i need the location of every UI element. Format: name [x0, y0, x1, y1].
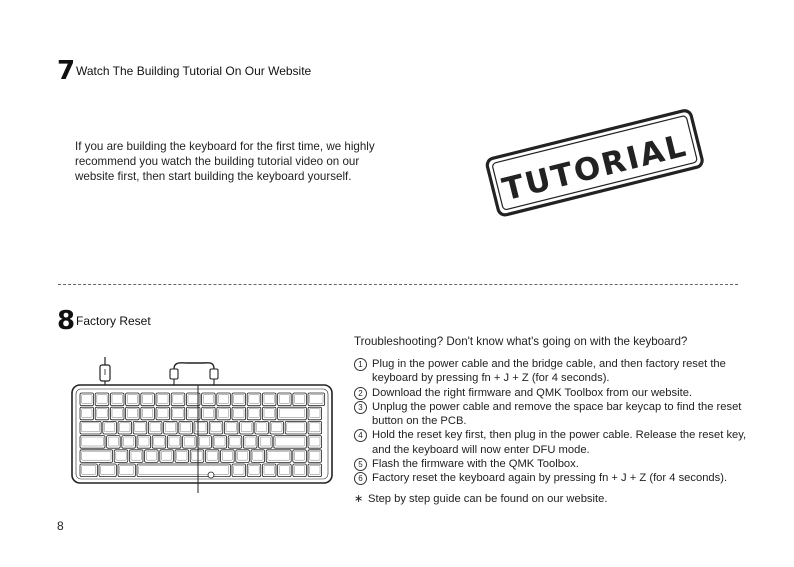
- keycap: [308, 421, 322, 434]
- keycap: [213, 436, 227, 449]
- tutorial-stamp: [482, 104, 707, 222]
- note-text: Step by step guide can be found on our website.: [368, 493, 608, 505]
- reset-button-icon: [208, 472, 214, 478]
- keycap: [194, 421, 208, 434]
- bridge-cable-icon: [170, 363, 218, 385]
- keycap: [141, 393, 155, 406]
- keycap: [145, 450, 159, 463]
- step-text: Hold the reset key first, then plug in the power cable. Release the reset key, and the keyboard will now enter DFU mode.: [372, 429, 747, 456]
- keycap: [118, 464, 135, 477]
- keycap: [122, 436, 136, 449]
- keycap: [99, 464, 116, 477]
- keycap: [308, 450, 322, 463]
- keycap: [110, 393, 124, 406]
- keycap: [202, 407, 216, 420]
- keycap: [80, 393, 94, 406]
- keycap: [80, 450, 113, 463]
- keycap: [160, 450, 174, 463]
- step-number-circle: 4: [354, 429, 367, 442]
- keycap: [80, 436, 105, 449]
- paragraph-line: If you are building the keyboard for the first time, we highly: [75, 140, 375, 153]
- keycap: [278, 393, 292, 406]
- paragraph-line: recommend you watch the building tutorial video on our: [75, 155, 360, 169]
- keycap: [141, 407, 155, 420]
- step-text: Plug in the power cable and the bridge cable, and then factory reset the keyboard by pressing fn + J + Z (for 4 seconds).: [372, 358, 726, 385]
- keycap: [232, 393, 246, 406]
- keycap: [262, 393, 276, 406]
- keycap: [247, 464, 261, 477]
- keycap: [179, 421, 193, 434]
- keycap: [95, 393, 109, 406]
- power-cable-icon: [100, 357, 110, 385]
- keycap: [278, 407, 307, 420]
- keycap: [114, 450, 128, 463]
- keycap: [205, 450, 219, 463]
- keycap: [95, 407, 109, 420]
- step-text: Unplug the power cable and remove the space bar keycap to find the reset button on the PCB.: [372, 400, 742, 428]
- step-text: Flash the firmware with the QMK Toolbox.: [372, 458, 579, 471]
- keycap: [137, 436, 151, 449]
- keycap: [198, 436, 212, 449]
- keycap: [103, 421, 117, 434]
- keycap: [183, 436, 197, 449]
- step-text: Factory reset the keyboard again by pressing fn + J + Z (for 4 seconds).: [372, 472, 728, 485]
- stamp-text: TUTORIAL: [498, 127, 692, 209]
- troubleshooting-text: Troubleshooting? Don't know what's going on with the keyboard?: [354, 335, 688, 348]
- tutorial-paragraph: [75, 139, 375, 185]
- keycap: [202, 393, 216, 406]
- keycap: [107, 436, 121, 449]
- keycap: [308, 436, 322, 449]
- section-7-title: Watch The Building Tutorial On Our Website: [76, 64, 312, 78]
- keycap: [126, 407, 140, 420]
- keycap: [274, 436, 307, 449]
- keycap: [80, 407, 94, 420]
- keycap: [247, 407, 261, 420]
- keycap: [80, 464, 97, 477]
- keycap: [224, 421, 238, 434]
- step-number-circle: 6: [354, 472, 367, 485]
- keycap: [308, 393, 325, 406]
- keycap: [152, 436, 166, 449]
- keycap: [308, 464, 322, 477]
- reset-step: [354, 357, 754, 386]
- step-number-circle: 3: [354, 401, 367, 414]
- paragraph-line: website first, then start building the keyboard yourself.: [75, 170, 352, 184]
- keycap: [236, 450, 250, 463]
- keycap: [221, 450, 235, 463]
- keycap: [266, 450, 291, 463]
- tutorial-stamp-graphic: [482, 104, 707, 222]
- keycap: [262, 407, 276, 420]
- keycap: [110, 407, 124, 420]
- step-number-circle: 5: [354, 458, 367, 471]
- keycap: [285, 421, 306, 434]
- reset-step: [354, 471, 754, 485]
- page-number: 8: [57, 519, 64, 533]
- keycap: [262, 464, 276, 477]
- keycap: [293, 464, 307, 477]
- keycap: [232, 464, 246, 477]
- keycap: [293, 450, 307, 463]
- reset-step: [354, 428, 754, 457]
- keycap: [243, 436, 257, 449]
- keycap: [133, 421, 147, 434]
- keycap: [80, 421, 101, 434]
- keycap: [175, 450, 189, 463]
- keycap: [255, 421, 269, 434]
- keyboard-illustration: [70, 355, 336, 500]
- reset-steps-list: [354, 357, 754, 486]
- reset-step: [354, 457, 754, 471]
- keycap: [232, 407, 246, 420]
- keycap: [137, 464, 230, 477]
- keycap: [259, 436, 273, 449]
- keycap: [278, 464, 292, 477]
- keycap: [156, 407, 170, 420]
- keycap: [148, 421, 162, 434]
- keycap: [126, 393, 140, 406]
- section-8-number: 8: [57, 306, 76, 336]
- keycap: [171, 393, 185, 406]
- keycap: [308, 407, 322, 420]
- asterisk-icon: ∗: [354, 493, 364, 505]
- keycap: [118, 421, 132, 434]
- keycap: [247, 393, 261, 406]
- keycap: [217, 407, 231, 420]
- keycap: [167, 436, 181, 449]
- step-text: Download the right firmware and QMK Toolbox from our website.: [372, 386, 693, 399]
- keycap: [217, 393, 231, 406]
- keycap: [228, 436, 242, 449]
- keyboard-diagram: [70, 355, 336, 495]
- keycap: [293, 393, 307, 406]
- step-number-circle: 2: [354, 387, 367, 400]
- keycap: [240, 421, 254, 434]
- keycap: [164, 421, 178, 434]
- website-note: [354, 492, 607, 506]
- keycap: [190, 450, 204, 463]
- keycap: [270, 421, 284, 434]
- keycap: [251, 450, 265, 463]
- step-number-circle: 1: [354, 358, 367, 371]
- keycap: [171, 407, 185, 420]
- section-divider: [58, 284, 738, 285]
- keycap: [209, 421, 223, 434]
- section-8-title: Factory Reset: [76, 314, 151, 328]
- reset-step: [354, 386, 754, 400]
- reset-step: [354, 400, 754, 429]
- keycap: [129, 450, 143, 463]
- keycap: [156, 393, 170, 406]
- section-7-number: 7: [57, 56, 76, 86]
